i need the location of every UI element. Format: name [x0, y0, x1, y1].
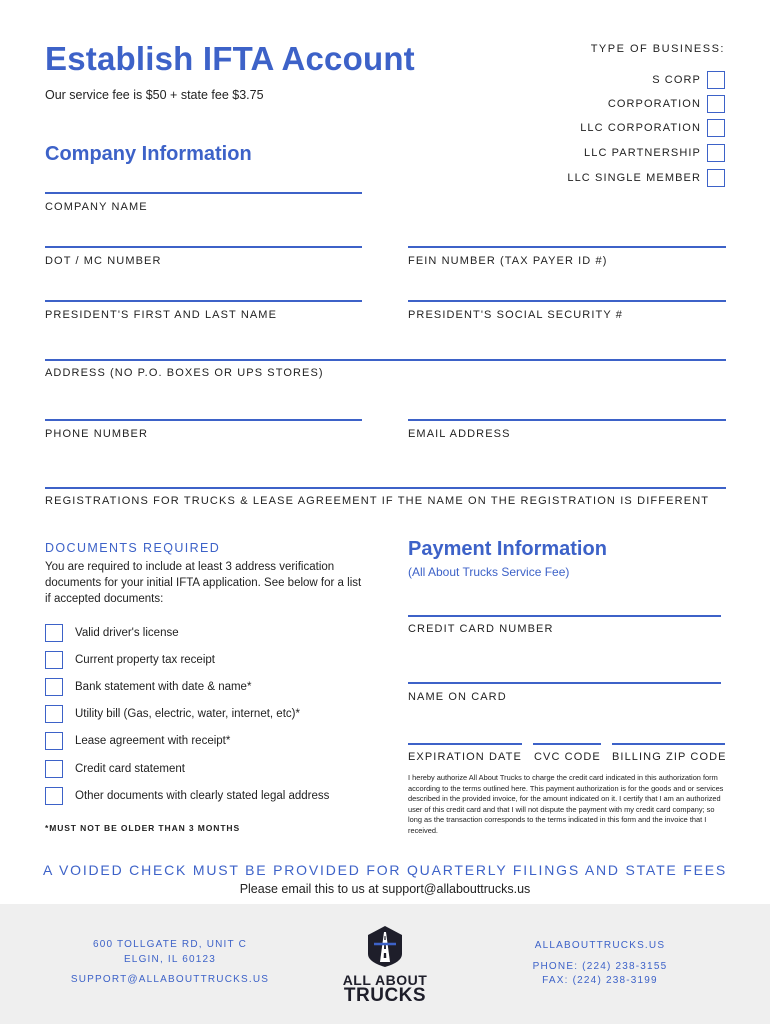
expiration-field[interactable]: [408, 743, 522, 745]
business-option-label: S CORP: [652, 74, 701, 86]
document-item-label: Lease agreement with receipt*: [75, 735, 231, 747]
company-name-field[interactable]: [45, 192, 362, 194]
address-field[interactable]: [45, 359, 726, 361]
logo-text-line1: ALL ABOUT: [342, 972, 428, 988]
document-item[interactable]: [45, 651, 215, 669]
document-item-label: Current property tax receipt: [75, 654, 215, 666]
phone-field[interactable]: [45, 419, 362, 421]
document-item-label: Bank statement with date & name*: [75, 681, 252, 693]
cvc-label: CVC CODE: [534, 751, 601, 763]
checkbox[interactable]: [707, 71, 725, 89]
business-option-llc-partnership[interactable]: [584, 144, 725, 162]
checkbox[interactable]: [45, 760, 63, 778]
logo-text-line2: TRUCKS: [343, 985, 427, 1006]
checkbox[interactable]: [45, 732, 63, 750]
type-of-business-title: TYPE OF BUSINESS:: [590, 43, 725, 55]
document-item[interactable]: [45, 624, 179, 642]
checkbox[interactable]: [707, 119, 725, 137]
checkbox[interactable]: [707, 169, 725, 187]
business-option-llc-single-member[interactable]: [567, 169, 725, 187]
payment-subheading: (All About Trucks Service Fee): [408, 565, 570, 579]
document-item[interactable]: [45, 787, 329, 805]
business-option-label: LLC CORPORATION: [580, 122, 701, 134]
footer: [0, 904, 770, 1024]
payment-info-heading: Payment Information: [408, 538, 607, 560]
document-item[interactable]: [45, 760, 185, 778]
email-instruction: Please email this to us at support@allabouttrucks.us: [239, 882, 531, 896]
document-item-label: Valid driver's license: [75, 627, 179, 639]
checkbox[interactable]: [45, 678, 63, 696]
business-option-corporation[interactable]: [608, 95, 725, 113]
dot-mc-label: DOT / MC NUMBER: [45, 255, 162, 267]
checkbox[interactable]: [707, 95, 725, 113]
president-name-label: PRESIDENT'S FIRST AND LAST NAME: [45, 309, 278, 321]
name-on-card-field[interactable]: [408, 682, 721, 684]
voided-check-notice: A VOIDED CHECK MUST BE PROVIDED FOR QUARTERLY FILINGS AND STATE FEES: [42, 862, 728, 878]
credit-card-label: CREDIT CARD NUMBER: [408, 623, 554, 635]
business-option-s-corp[interactable]: [652, 71, 725, 89]
president-ssn-label: PRESIDENT'S SOCIAL SECURITY #: [408, 309, 623, 321]
checkbox[interactable]: [707, 144, 725, 162]
document-item-label: Utility bill (Gas, electric, water, internet, etc)*: [75, 708, 300, 720]
authorization-text: I hereby authorize All About Trucks to charge the credit card indicated in this authorization form according to the terms outlined here. This payment authorization is for the goods and or services described in the provided invoice, for the amount indicated on it. I certify that I am an authorized user of this credit card and that I will not dispute the payment with my credit card company; so long as the transaction corresponds to the terms indicated in this form and the invoice that I received.: [408, 773, 724, 835]
documents-note: *MUST NOT BE OLDER THAN 3 MONTHS: [45, 823, 241, 833]
email-label: EMAIL ADDRESS: [408, 428, 511, 440]
business-option-label: LLC PARTNERSHIP: [584, 147, 701, 159]
credit-card-field[interactable]: [408, 615, 721, 617]
checkbox[interactable]: [45, 787, 63, 805]
footer-address-line2: ELGIN, IL 60123: [123, 954, 217, 965]
document-item-label: Other documents with clearly stated legal address: [75, 790, 330, 802]
checkbox[interactable]: [45, 651, 63, 669]
fein-label: FEIN NUMBER (TAX PAYER ID #): [408, 255, 608, 267]
billing-zip-label: BILLING ZIP CODE: [612, 751, 727, 763]
company-info-heading: Company Information: [45, 143, 252, 165]
president-name-field[interactable]: [45, 300, 362, 302]
company-name-label: COMPANY NAME: [45, 201, 148, 213]
document-item-label: Credit card statement: [75, 763, 185, 775]
footer-fax: FAX: (224) 238-3199: [542, 975, 658, 986]
president-ssn-field[interactable]: [408, 300, 726, 302]
billing-zip-field[interactable]: [612, 743, 725, 745]
footer-phone: PHONE: (224) 238-3155: [532, 961, 668, 972]
address-label: ADDRESS (NO P.O. BOXES OR UPS STORES): [45, 367, 324, 379]
expiration-label: EXPIRATION DATE: [408, 751, 522, 763]
business-option-label: LLC SINGLE MEMBER: [567, 172, 701, 184]
document-item[interactable]: [45, 678, 251, 696]
document-item[interactable]: [45, 705, 300, 723]
registrations-label: REGISTRATIONS FOR TRUCKS & LEASE AGREEMENT IF THE NAME ON THE REGISTRATION IS DIFFERENT: [45, 495, 710, 507]
fee-text: Our service fee is $50 + state fee $3.75: [45, 88, 264, 102]
page-title: Establish IFTA Account: [45, 40, 415, 77]
documents-intro: You are required to include at least 3 address verification documents for your initial IFTA application. See below for a list if accepted documents:: [45, 561, 362, 605]
documents-heading: DOCUMENTS REQUIRED: [45, 541, 221, 555]
fein-field[interactable]: [408, 246, 726, 248]
phone-label: PHONE NUMBER: [45, 428, 149, 440]
cvc-field[interactable]: [533, 743, 601, 745]
name-on-card-label: NAME ON CARD: [408, 691, 507, 703]
business-option-label: CORPORATION: [607, 98, 701, 110]
footer-email-link[interactable]: SUPPORT@ALLABOUTTRUCKS.US: [70, 974, 270, 985]
checkbox[interactable]: [45, 705, 63, 723]
checkbox[interactable]: [45, 624, 63, 642]
registrations-field[interactable]: [45, 487, 726, 489]
truck-road-logo-icon: [366, 924, 404, 968]
business-option-llc-corporation[interactable]: [580, 119, 725, 137]
footer-address-line1: 600 TOLLGATE RD, UNIT C: [92, 939, 248, 950]
dot-mc-field[interactable]: [45, 246, 362, 248]
email-field[interactable]: [408, 419, 726, 421]
footer-website-link[interactable]: ALLABOUTTRUCKS.US: [534, 940, 666, 951]
document-item[interactable]: [45, 732, 230, 750]
